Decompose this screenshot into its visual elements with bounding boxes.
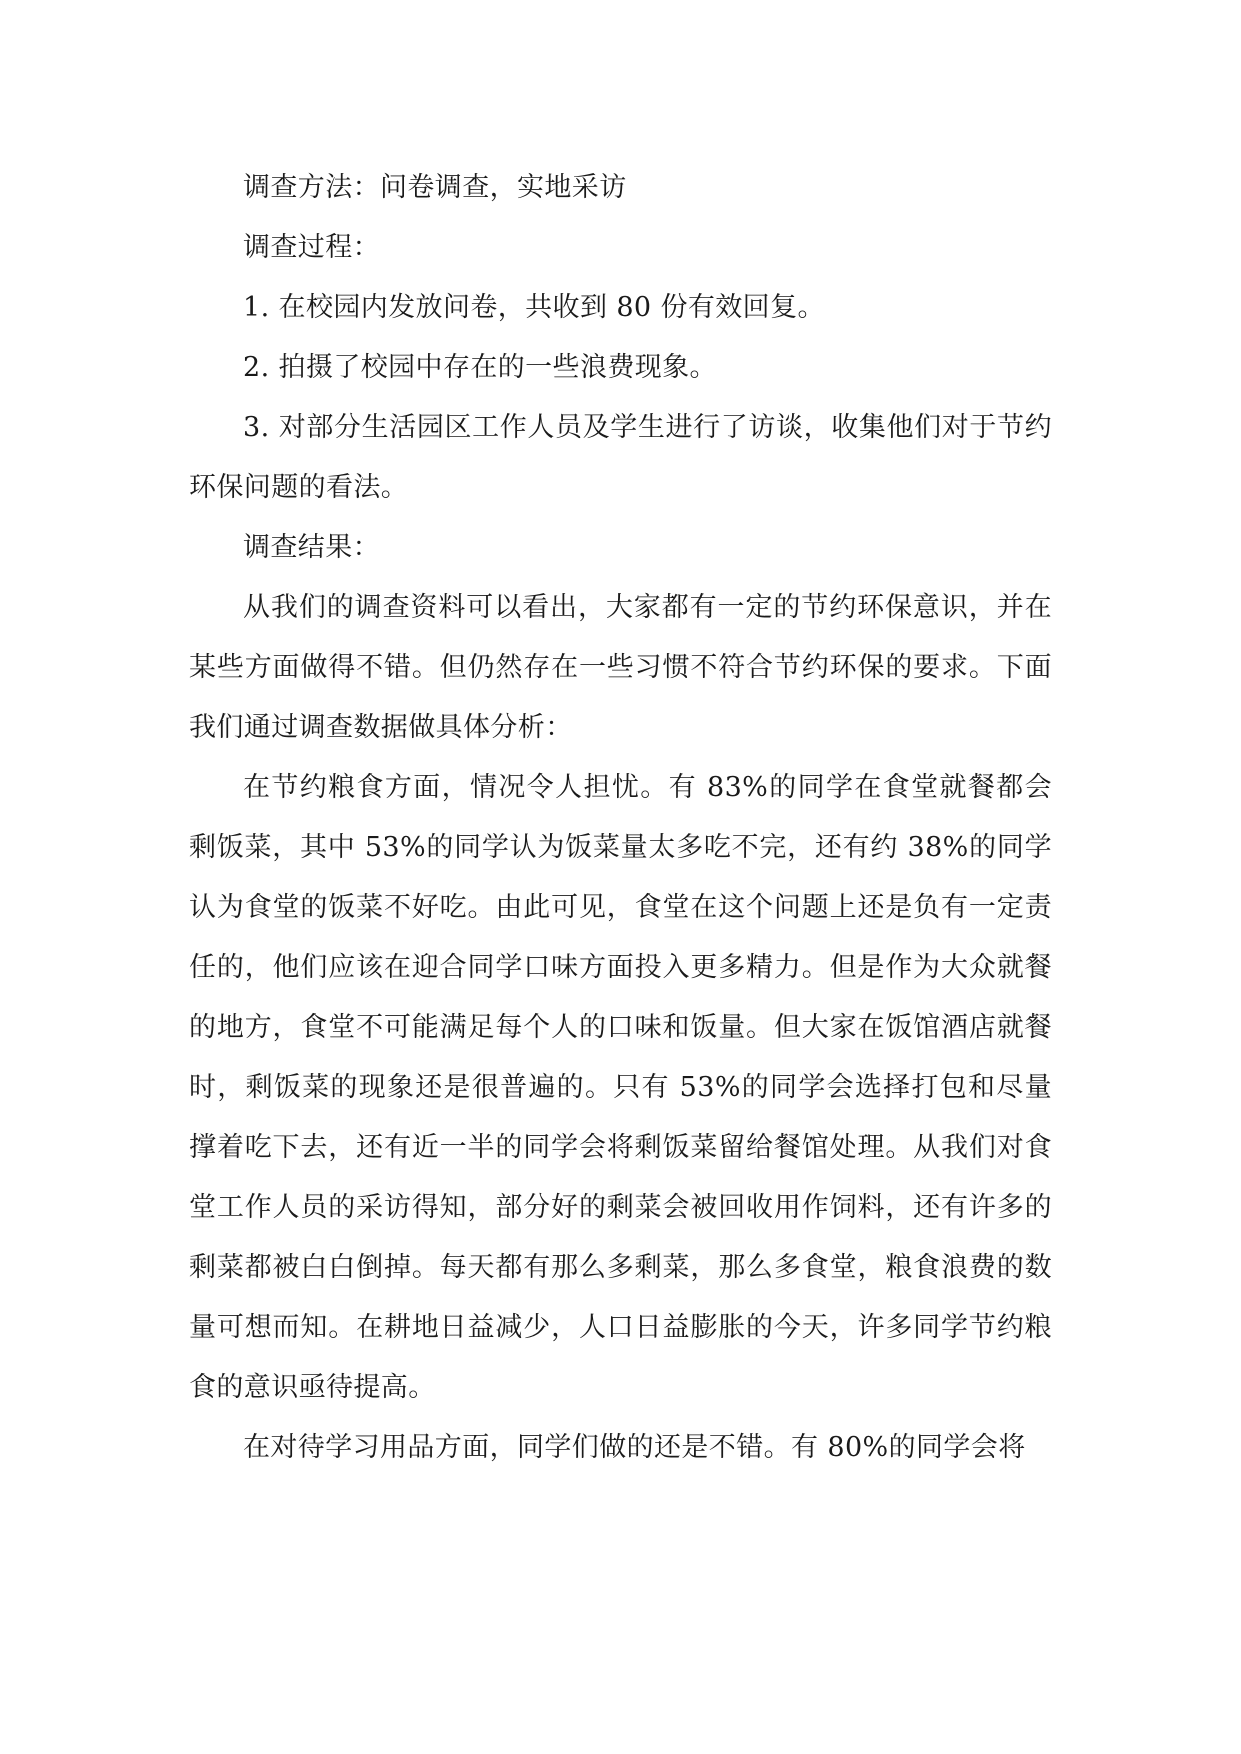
paragraph-study-supplies: 在对待学习用品方面，同学们做的还是不错。有 80%的同学会将 [243,1432,1026,1463]
paragraph-process-item-1: 1. 在校园内发放问卷，共收到 80 份有效回复。 [243,292,825,323]
paragraph-food-saving: 在节约粮食方面，情况令人担忧。有 83%的同学在食堂就餐都会剩饭菜，其中 53%的同学认为饭菜量太多吃不完，还有约 38%的同学认为食堂的饭菜不好吃。由此可见，食堂在这个问题上还是负有一定责任的，他们应该在迎合同学口味方面投入更多精力。但是作为大众就餐的地方，食堂不可能满足每个人的口味和饭量。但大家在饭馆酒店就餐时，剩饭菜的现象还是很普遍的。只有 53%的同学会选择打包和尽量撑着吃下去，还有近一半的同学会将剩饭菜留给餐馆处理。从我们对食堂工作人员的采访得知，部分好的剩菜会被回收用作饲料，还有许多的剩菜都被白白倒掉。每天都有那么多剩菜，那么多食堂，粮食浪费的数量可想而知。在耕地日益减少，人口日益膨胀的今天，许多同学节约粮食的意识亟待提高。 [189,772,1052,1403]
paragraph-survey-process-heading: 调查过程： [243,232,380,263]
paragraph-survey-results-heading: 调查结果： [243,532,380,563]
paragraph-process-item-2: 2. 拍摄了校园中存在的一些浪费现象。 [243,352,717,383]
document-body [189,158,1052,1478]
paragraph-survey-method: 调查方法：问卷调查，实地采访 [243,172,627,203]
paragraph-results-intro: 从我们的调查资料可以看出，大家都有一定的节约环保意识，并在某些方面做得不错。但仍然存在一些习惯不符合节约环保的要求。下面我们通过调查数据做具体分析： [189,592,1052,743]
paragraph-process-item-3: 3. 对部分生活园区工作人员及学生进行了访谈，收集他们对于节约环保问题的看法。 [189,412,1052,503]
